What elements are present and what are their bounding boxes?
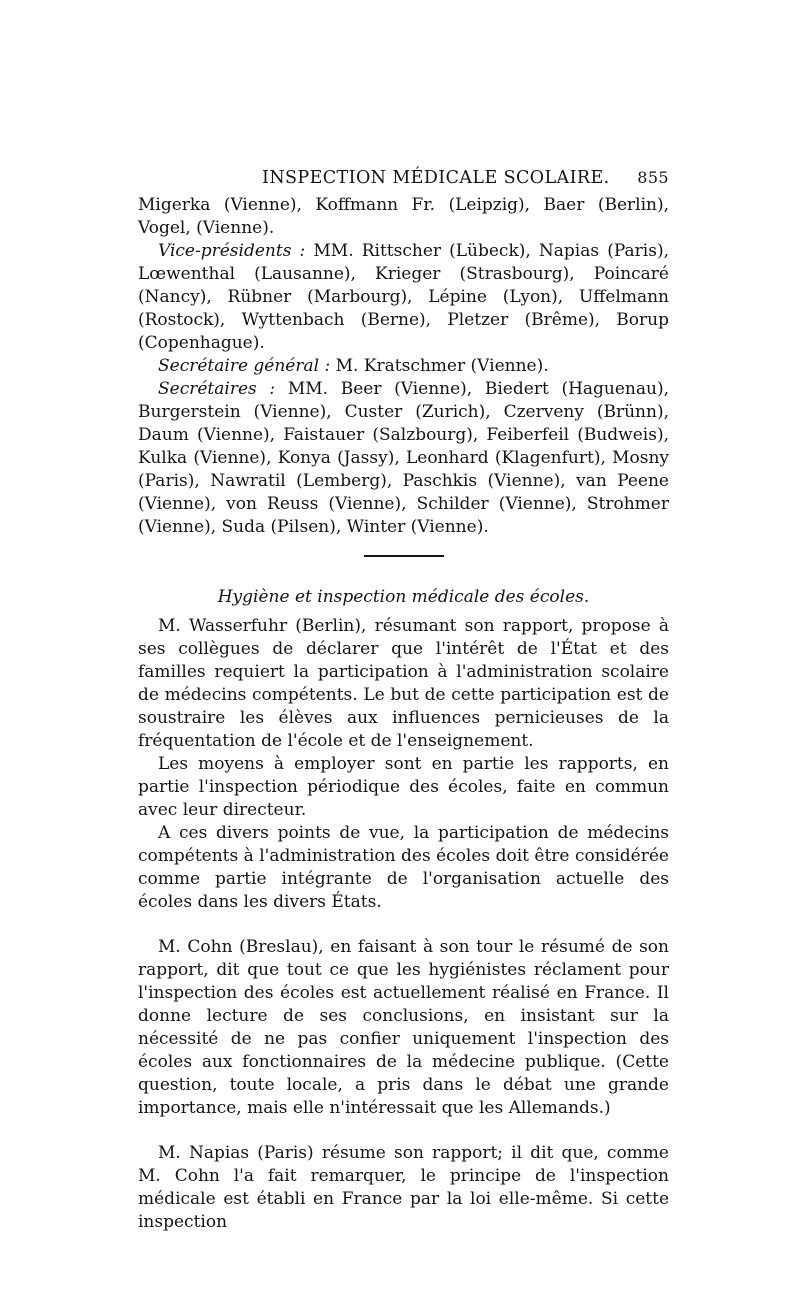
paragraph-points-de-vue: A ces divers points de vue, la participation de médecins compétents à l'administration des écoles doit être considérée comme partie intégrante de l'organisation actuelle des écoles dans les divers États. <box>138 823 669 912</box>
page-number: 855 <box>637 168 669 187</box>
paragraph-gap <box>138 914 669 936</box>
paragraph-gap <box>138 1120 669 1142</box>
vice-presidents-label: Vice-présidents : <box>158 241 306 261</box>
secretaries-label: Secrétaires : <box>158 379 276 399</box>
running-header <box>138 168 669 188</box>
section-title: Hygiène et inspection médicale des écoles. <box>217 587 590 607</box>
paragraph-moyens: Les moyens à employer sont en partie les rapports, en partie l'inspection périodique des écoles, faite en commun avec leur directeur. <box>138 754 669 820</box>
paragraph-wasserfuhr: M. Wasserfuhr (Berlin), résumant son rapport, propose à ses collègues de déclarer que l'intérêt de l'État et des familles requiert la participation à l'administration scolaire de médecins compétents. Le but de cette participation est de soustraire les élèves aux influences pernicieuses de la fréquentation de l'école et de l'enseignement. <box>138 616 669 751</box>
secretary-general-name: M. Kratschmer (Vienne). <box>335 356 549 376</box>
vice-presidents-paragraph <box>138 240 669 355</box>
running-title: INSPECTION MÉDICALE SCOLAIRE. <box>262 168 610 188</box>
paragraph-napias: M. Napias (Paris) résume son rapport; il dit que, comme M. Cohn l'a fait remarquer, le principe de l'inspection médicale est établi en France par la loi elle-même. Si cette inspection <box>138 1143 669 1232</box>
members-list: Migerka (Vienne), Koffmann Fr. (Leipzig), Baer (Berlin), Vogel, (Vienne). <box>138 195 669 238</box>
vice-presidents-names: MM. Rittscher (Lübeck), Napias (Paris), Lœwenthal (Lausanne), Krieger (Strasbourg), Poincaré (Nancy), Rübner (Marbourg), Lépine (Lyon), Uffelmann (Rostock), Wyttenbach (Berne), Pletzer (Brême), Borup (Copenhague). <box>138 241 669 353</box>
secretaries-paragraph <box>138 378 669 539</box>
secretary-general-paragraph <box>138 355 669 378</box>
section-divider <box>364 555 444 557</box>
book-page <box>138 168 669 1234</box>
paragraph-cohn: M. Cohn (Breslau), en faisant à son tour le résumé de son rapport, dit que tout ce que les hygiénistes réclament pour l'inspection des écoles est actuellement réalisé en France. Il donne lecture de ses conclusions, en insistant sur la nécessité de ne pas confier uniquement l'inspection des écoles aux fonctionnaires de la médecine publique. (Cette question, toute locale, a pris dans le débat une grande importance, mais elle n'intéressait que les Allemands.) <box>138 937 669 1118</box>
secretary-general-label: Secrétaire général : <box>158 356 331 376</box>
secretaries-names: MM. Beer (Vienne), Biedert (Haguenau), Burgerstein (Vienne), Custer (Zurich), Czerveny (Brünn), Daum (Vienne), Faistauer (Salzbourg), Feiberfeil (Budweis), Kulka (Vienne), Konya (Jassy), Leonhard (Klagenfurt), Mosny (Paris), Nawratil (Lemberg), Paschkis (Vienne), van Peene (Vienne), von Reuss (Vienne), Schilder (Vienne), Strohmer (Vienne), Suda (Pilsen), Winter (Vienne). <box>138 379 669 537</box>
